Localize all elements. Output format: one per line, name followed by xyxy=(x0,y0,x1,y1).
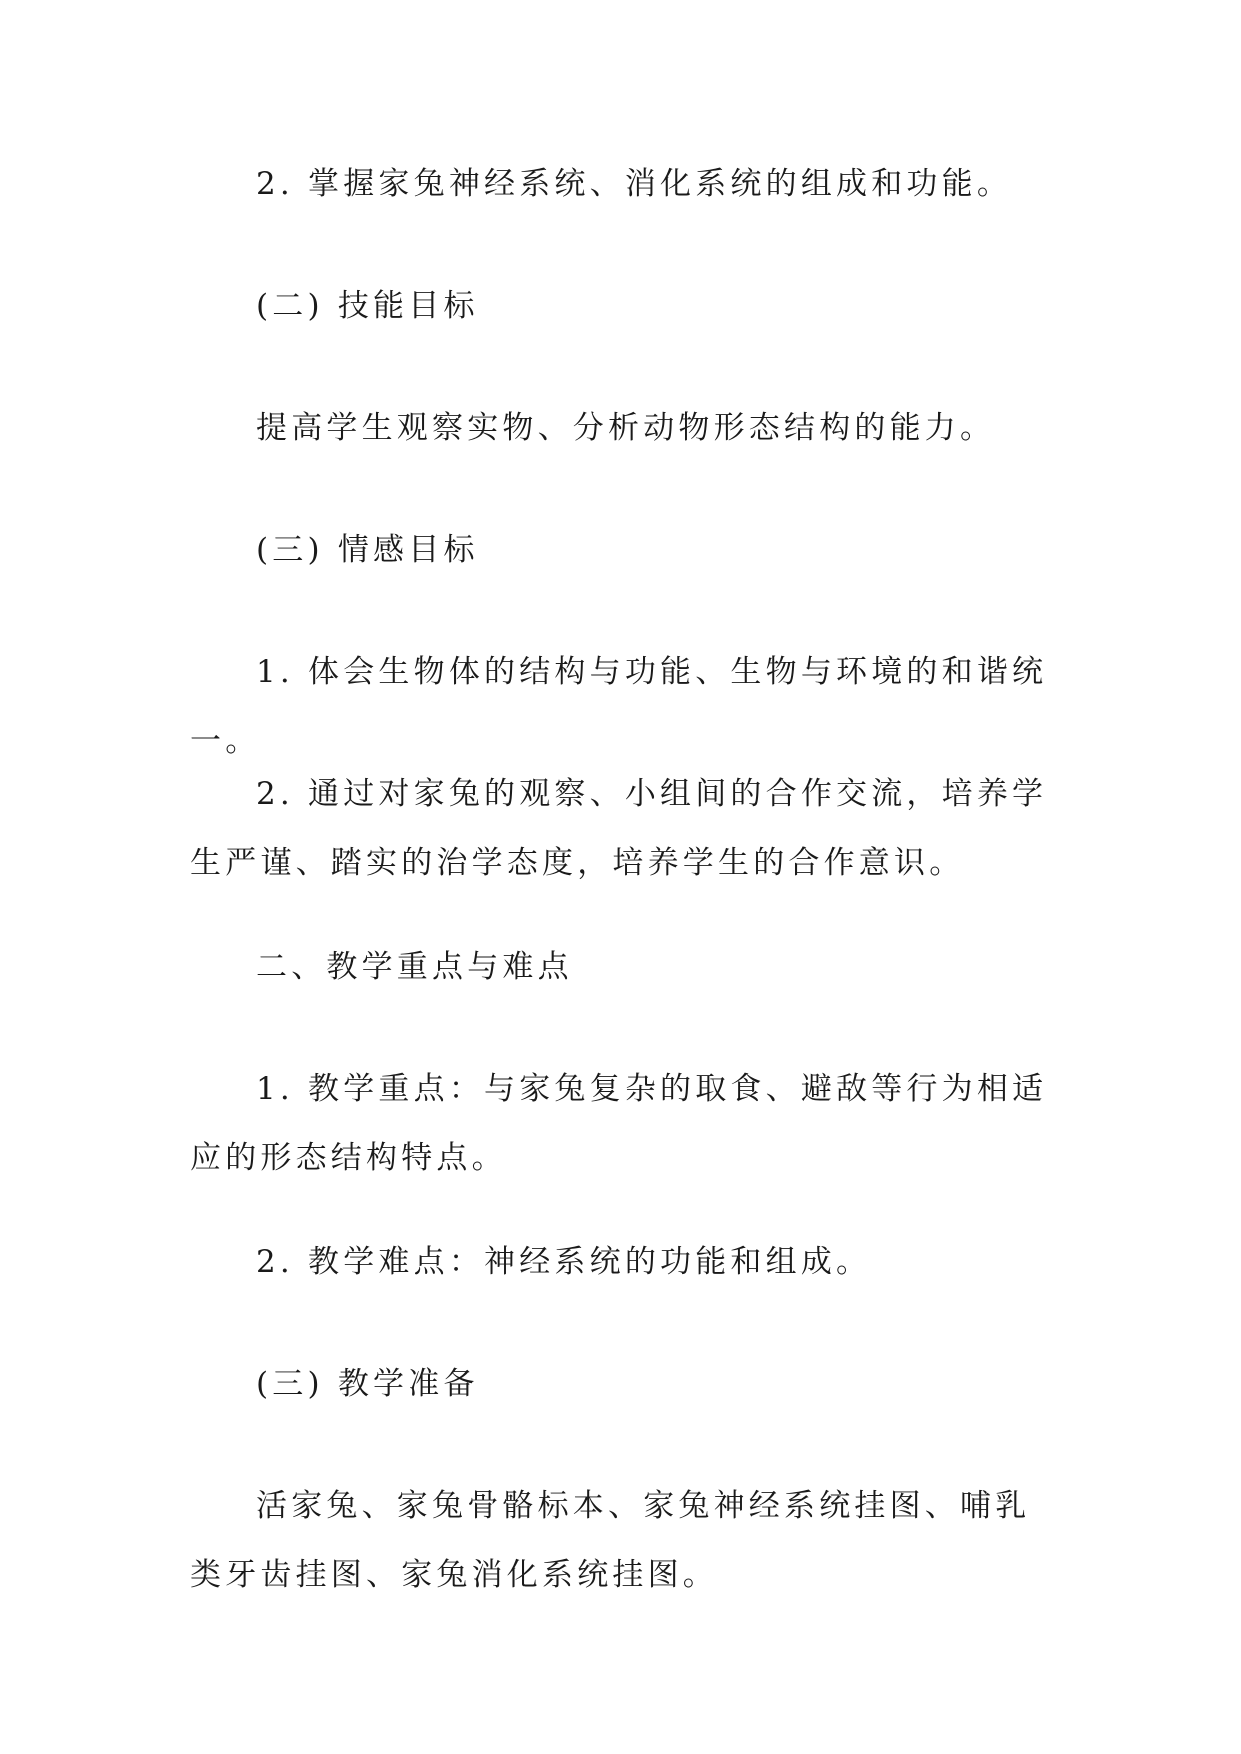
heading-teaching-preparation: (三) 教学准备 xyxy=(256,1366,479,1402)
heading-key-difficult-points: 二、教学重点与难点 xyxy=(256,949,573,985)
heading-emotion-goal: (三) 情感目标 xyxy=(256,532,479,568)
paragraph-knowledge-goal-2: 2. 掌握家兔神经系统、消化系统的组成和功能。 xyxy=(256,166,1013,202)
paragraph-teaching-materials: 活家兔、家兔骨骼标本、家兔神经系统挂图、哺乳类牙齿挂图、家兔消化系统挂图。 xyxy=(190,1488,1031,1593)
paragraph-key-point: 1. 教学重点：与家兔复杂的取食、避敌等行为相适应的形态结构特点。 xyxy=(190,1071,1048,1176)
heading-skill-goal: (二) 技能目标 xyxy=(256,288,479,324)
paragraph-difficult-point: 2. 教学难点：神经系统的功能和组成。 xyxy=(256,1244,872,1280)
paragraph-emotion-goal-1: 1. 体会生物体的结构与功能、生物与环境的和谐统一。 xyxy=(190,654,1048,759)
paragraph-skill-goal: 提高学生观察实物、分析动物形态结构的能力。 xyxy=(256,410,996,446)
paragraph-emotion-goal-2: 2. 通过对家兔的观察、小组间的合作交流，培养学生严谨、踏实的治学态度，培养学生的合作意识。 xyxy=(190,776,1048,881)
